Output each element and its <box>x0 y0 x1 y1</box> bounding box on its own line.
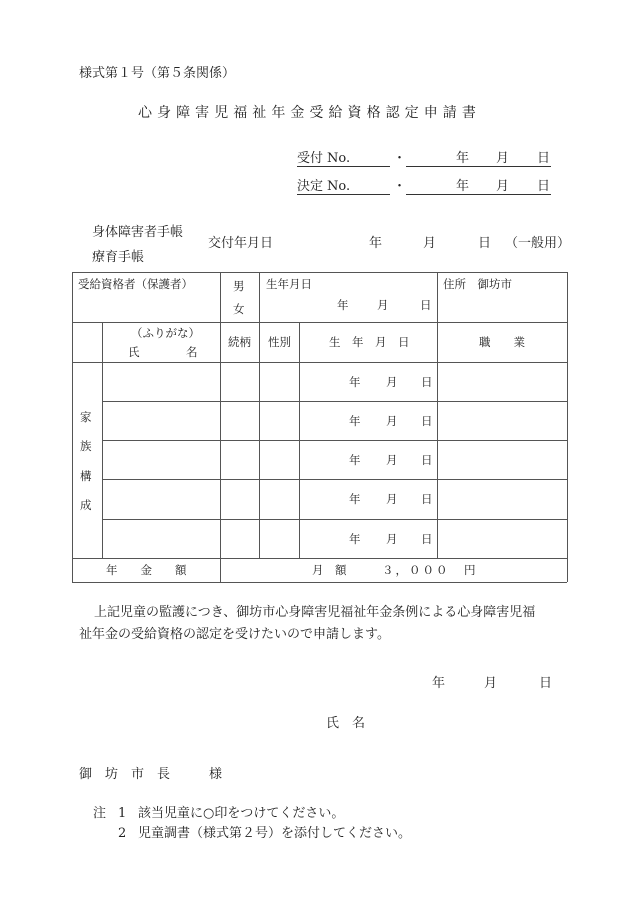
note-number: 2 <box>118 826 127 841</box>
table-col-line <box>259 272 260 322</box>
family-label-char: 家 <box>80 410 92 424</box>
family-birth-month: 月 <box>386 492 398 506</box>
receipt-no-label: No. <box>327 151 351 166</box>
table-border-left <box>72 272 73 582</box>
yen-unit: 円 <box>464 563 476 577</box>
decision-dot: ・ <box>393 179 407 194</box>
table-row-line <box>72 558 567 559</box>
application-year: 年 <box>432 676 446 691</box>
table-row-line <box>102 401 567 402</box>
table-border-right <box>567 272 568 582</box>
issue-month: 月 <box>423 236 437 251</box>
applicant-birth-month: 月 <box>377 298 389 312</box>
form-number: 様式第１号（第５条関係） <box>79 66 236 81</box>
table-row-line <box>72 362 567 363</box>
addressee: 御 坊 市 長 様 <box>79 767 223 782</box>
gender-header: 性別 <box>268 335 291 349</box>
table-row-line <box>102 519 567 520</box>
monthly-label: 月 額 <box>312 563 347 577</box>
issue-day: 日 <box>478 236 492 251</box>
family-birth-month: 月 <box>386 414 398 428</box>
birthdate-header: 生 年 月 日 <box>329 335 410 349</box>
issue-date-label: 交付年月日 <box>208 236 274 251</box>
family-birth-day: 日 <box>421 414 433 428</box>
table-col-line <box>437 272 438 558</box>
receipt-year: 年 <box>456 151 470 166</box>
name-header-1: 氏 <box>128 345 140 359</box>
monthly-amount: ３，０００ <box>382 563 450 577</box>
handbook-ryoiku[interactable]: 療育手帳 <box>92 250 145 265</box>
table-row-line <box>102 479 567 480</box>
receipt-dot: ・ <box>393 151 407 166</box>
decision-day: 日 <box>537 179 551 194</box>
decision-no-label: No. <box>327 179 351 194</box>
notes-label: 注 <box>93 806 107 821</box>
family-birth-year: 年 <box>349 492 361 506</box>
table-row-line <box>72 322 567 323</box>
applicant-birth-day: 日 <box>420 298 432 312</box>
receipt-day: 日 <box>537 151 551 166</box>
family-birth-year: 年 <box>349 414 361 428</box>
decision-label: 決定 <box>297 179 324 194</box>
family-birth-month: 月 <box>386 375 398 389</box>
name-header-2: 名 <box>186 345 198 359</box>
application-month: 月 <box>484 676 498 691</box>
decision-month: 月 <box>496 179 510 194</box>
handbook-physical[interactable]: 身体障害者手帳 <box>92 225 184 240</box>
note-text: 児童調書（様式第２号）を添付してください。 <box>138 826 412 841</box>
family-birth-month: 月 <box>386 453 398 467</box>
address-label: 住所 御坊市 <box>443 277 512 291</box>
receipt-month: 月 <box>496 151 510 166</box>
decision-year: 年 <box>456 179 470 194</box>
table-col-line <box>259 322 260 558</box>
document-title: 心 身 障 害 児 福 祉 年 金 受 給 資 格 認 定 申 請 書 <box>138 105 477 121</box>
family-label-char: 成 <box>80 498 92 512</box>
decision-date-underline[interactable] <box>406 194 551 195</box>
family-birth-year: 年 <box>349 453 361 467</box>
family-birth-day: 日 <box>421 453 433 467</box>
application-day: 日 <box>539 676 553 691</box>
gender-male[interactable]: 男 <box>233 279 245 293</box>
furigana-header: （ふりがな） <box>131 326 200 340</box>
decision-no-underline[interactable] <box>297 194 390 195</box>
family-birth-year: 年 <box>349 375 361 389</box>
receipt-no-underline[interactable] <box>297 166 390 167</box>
applicant-birth-year: 年 <box>337 298 349 312</box>
issue-year: 年 <box>369 236 383 251</box>
note-text: 該当児童に○印をつけてください。 <box>138 806 345 821</box>
statement-line-2: 祉年金の受給資格の認定を受けたいので申請します。 <box>79 627 390 642</box>
family-birth-day: 日 <box>421 492 433 506</box>
signature-label: 氏 名 <box>326 716 366 731</box>
note-number: 1 <box>118 806 127 821</box>
family-birth-year: 年 <box>349 532 361 546</box>
family-label-char: 構 <box>80 469 92 483</box>
pension-amount-label: 年 金 額 <box>106 563 187 577</box>
general-use-label: （一般用） <box>505 236 571 251</box>
applicant-birthdate-label: 生年月日 <box>266 277 312 291</box>
family-birth-month: 月 <box>386 532 398 546</box>
table-col-line <box>102 322 103 558</box>
table-border-top <box>72 272 567 273</box>
table-col-line <box>220 272 221 582</box>
relation-header: 続柄 <box>228 335 251 349</box>
applicant-label: 受給資格者（保護者） <box>78 277 193 291</box>
table-col-line <box>299 322 300 558</box>
receipt-label: 受付 <box>297 151 324 166</box>
application-table <box>72 272 567 582</box>
family-birth-day: 日 <box>421 532 433 546</box>
table-border-bottom <box>72 582 567 583</box>
gender-female[interactable]: 女 <box>233 302 245 316</box>
statement-line-1: 上記児童の監護につき、御坊市心身障害児福祉年金条例による心身障害児福 <box>94 605 536 620</box>
receipt-date-underline[interactable] <box>406 166 551 167</box>
family-birth-day: 日 <box>421 375 433 389</box>
occupation-header: 職 業 <box>479 335 525 349</box>
family-label-char: 族 <box>80 439 92 453</box>
table-row-line <box>102 440 567 441</box>
